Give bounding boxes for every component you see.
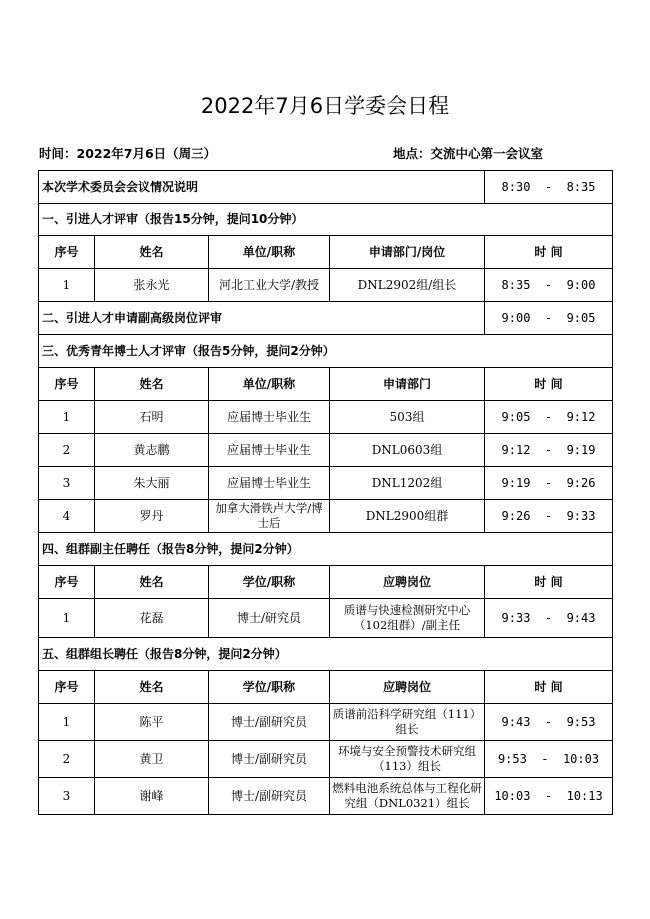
meeting-time: 时间：2022年7月6日（周三） [39,146,217,161]
intro-row [39,171,613,204]
col-header-position: 应聘岗位 [330,671,485,704]
cell-index: 2 [39,741,95,778]
cell-name: 黄志鹏 [95,434,209,467]
section-2-time: 9:00 - 9:05 [485,302,613,335]
cell-index: 1 [39,599,95,638]
cell-time: 9:43 - 9:53 [485,704,613,741]
table-row [39,741,613,778]
column-header-row [39,236,613,269]
table-row [39,778,613,815]
col-header-index: 序号 [39,368,95,401]
cell-org: 应届博士毕业生 [209,434,330,467]
table-row [39,467,613,500]
cell-index: 2 [39,434,95,467]
cell-degree: 博士/副研究员 [209,704,330,741]
section-header [39,204,613,236]
section-header [39,335,613,368]
cell-dept: DNL0603组 [330,434,485,467]
col-header-time: 时 间 [485,671,613,704]
cell-degree: 博士/研究员 [209,599,330,638]
col-header-degree: 学位/职称 [209,671,330,704]
column-header-row [39,671,613,704]
cell-org: 应届博士毕业生 [209,467,330,500]
cell-position: 质谱前沿科学研究组（111）组长 [330,704,485,741]
cell-index: 1 [39,401,95,434]
intro-time: 8:30 - 8:35 [485,171,613,204]
section-header [39,302,613,335]
cell-time: 10:03 - 10:13 [485,778,613,815]
cell-index: 4 [39,500,95,533]
col-header-org: 单位/职称 [209,236,330,269]
schedule-table [38,170,613,815]
cell-position: 环境与安全预警技术研究组（113）组长 [330,741,485,778]
table-row [39,500,613,533]
col-header-time: 时 间 [485,566,613,599]
cell-time: 8:35 - 9:00 [485,269,613,302]
col-header-index: 序号 [39,236,95,269]
section-1-title: 一、引进人才评审（报告15分钟，提问10分钟） [39,204,613,236]
col-header-position: 应聘岗位 [330,566,485,599]
section-5-title: 五、组群组长聘任（报告8分钟，提问2分钟） [39,638,613,671]
cell-org: 河北工业大学/教授 [209,269,330,302]
col-header-dept: 申请部门/岗位 [330,236,485,269]
cell-time: 9:26 - 9:33 [485,500,613,533]
cell-name: 石明 [95,401,209,434]
col-header-time: 时 间 [485,236,613,269]
intro-label: 本次学术委员会会议情况说明 [39,171,485,204]
col-header-name: 姓名 [95,236,209,269]
col-header-index: 序号 [39,671,95,704]
cell-dept: 503组 [330,401,485,434]
cell-org: 加拿大滑铁卢大学/博士后 [209,500,330,533]
column-header-row [39,566,613,599]
cell-index: 1 [39,269,95,302]
cell-name: 花磊 [95,599,209,638]
col-header-name: 姓名 [95,368,209,401]
cell-dept: DNL2900组群 [330,500,485,533]
col-header-name: 姓名 [95,671,209,704]
table-row [39,401,613,434]
cell-name: 陈平 [95,704,209,741]
cell-time: 9:05 - 9:12 [485,401,613,434]
cell-name: 黄卫 [95,741,209,778]
cell-dept: DNL1202组 [330,467,485,500]
cell-org: 应届博士毕业生 [209,401,330,434]
cell-name: 罗丹 [95,500,209,533]
cell-degree: 博士/副研究员 [209,778,330,815]
section-2-title: 二、引进人才申请副高级岗位评审 [39,302,485,335]
section-header [39,638,613,671]
section-3-title: 三、优秀青年博士人才评审（报告5分钟，提问2分钟） [39,335,613,368]
cell-name: 谢峰 [95,778,209,815]
cell-position: 质谱与快速检测研究中心（102组群）/副主任 [330,599,485,638]
col-header-index: 序号 [39,566,95,599]
column-header-row [39,368,613,401]
cell-degree: 博士/副研究员 [209,741,330,778]
table-row [39,434,613,467]
cell-time: 9:12 - 9:19 [485,434,613,467]
section-4-title: 四、组群副主任聘任（报告8分钟，提问2分钟） [39,533,613,566]
cell-index: 1 [39,704,95,741]
cell-index: 3 [39,467,95,500]
col-header-name: 姓名 [95,566,209,599]
page-title: 2022年7月6日学委会日程 [200,94,450,118]
col-header-dept: 申请部门 [330,368,485,401]
table-row [39,599,613,638]
col-header-degree: 学位/职称 [209,566,330,599]
col-header-org: 单位/职称 [209,368,330,401]
cell-name: 朱大丽 [95,467,209,500]
cell-time: 9:19 - 9:26 [485,467,613,500]
cell-index: 3 [39,778,95,815]
cell-dept: DNL2902组/组长 [330,269,485,302]
cell-name: 张永光 [95,269,209,302]
col-header-time: 时 间 [485,368,613,401]
table-row [39,269,613,302]
cell-time: 9:33 - 9:43 [485,599,613,638]
section-header [39,533,613,566]
cell-time: 9:53 - 10:03 [485,741,613,778]
cell-position: 燃料电池系统总体与工程化研究组（DNL0321）组长 [330,778,485,815]
table-row [39,704,613,741]
meeting-place: 地点：交流中心第一会议室 [393,146,544,161]
